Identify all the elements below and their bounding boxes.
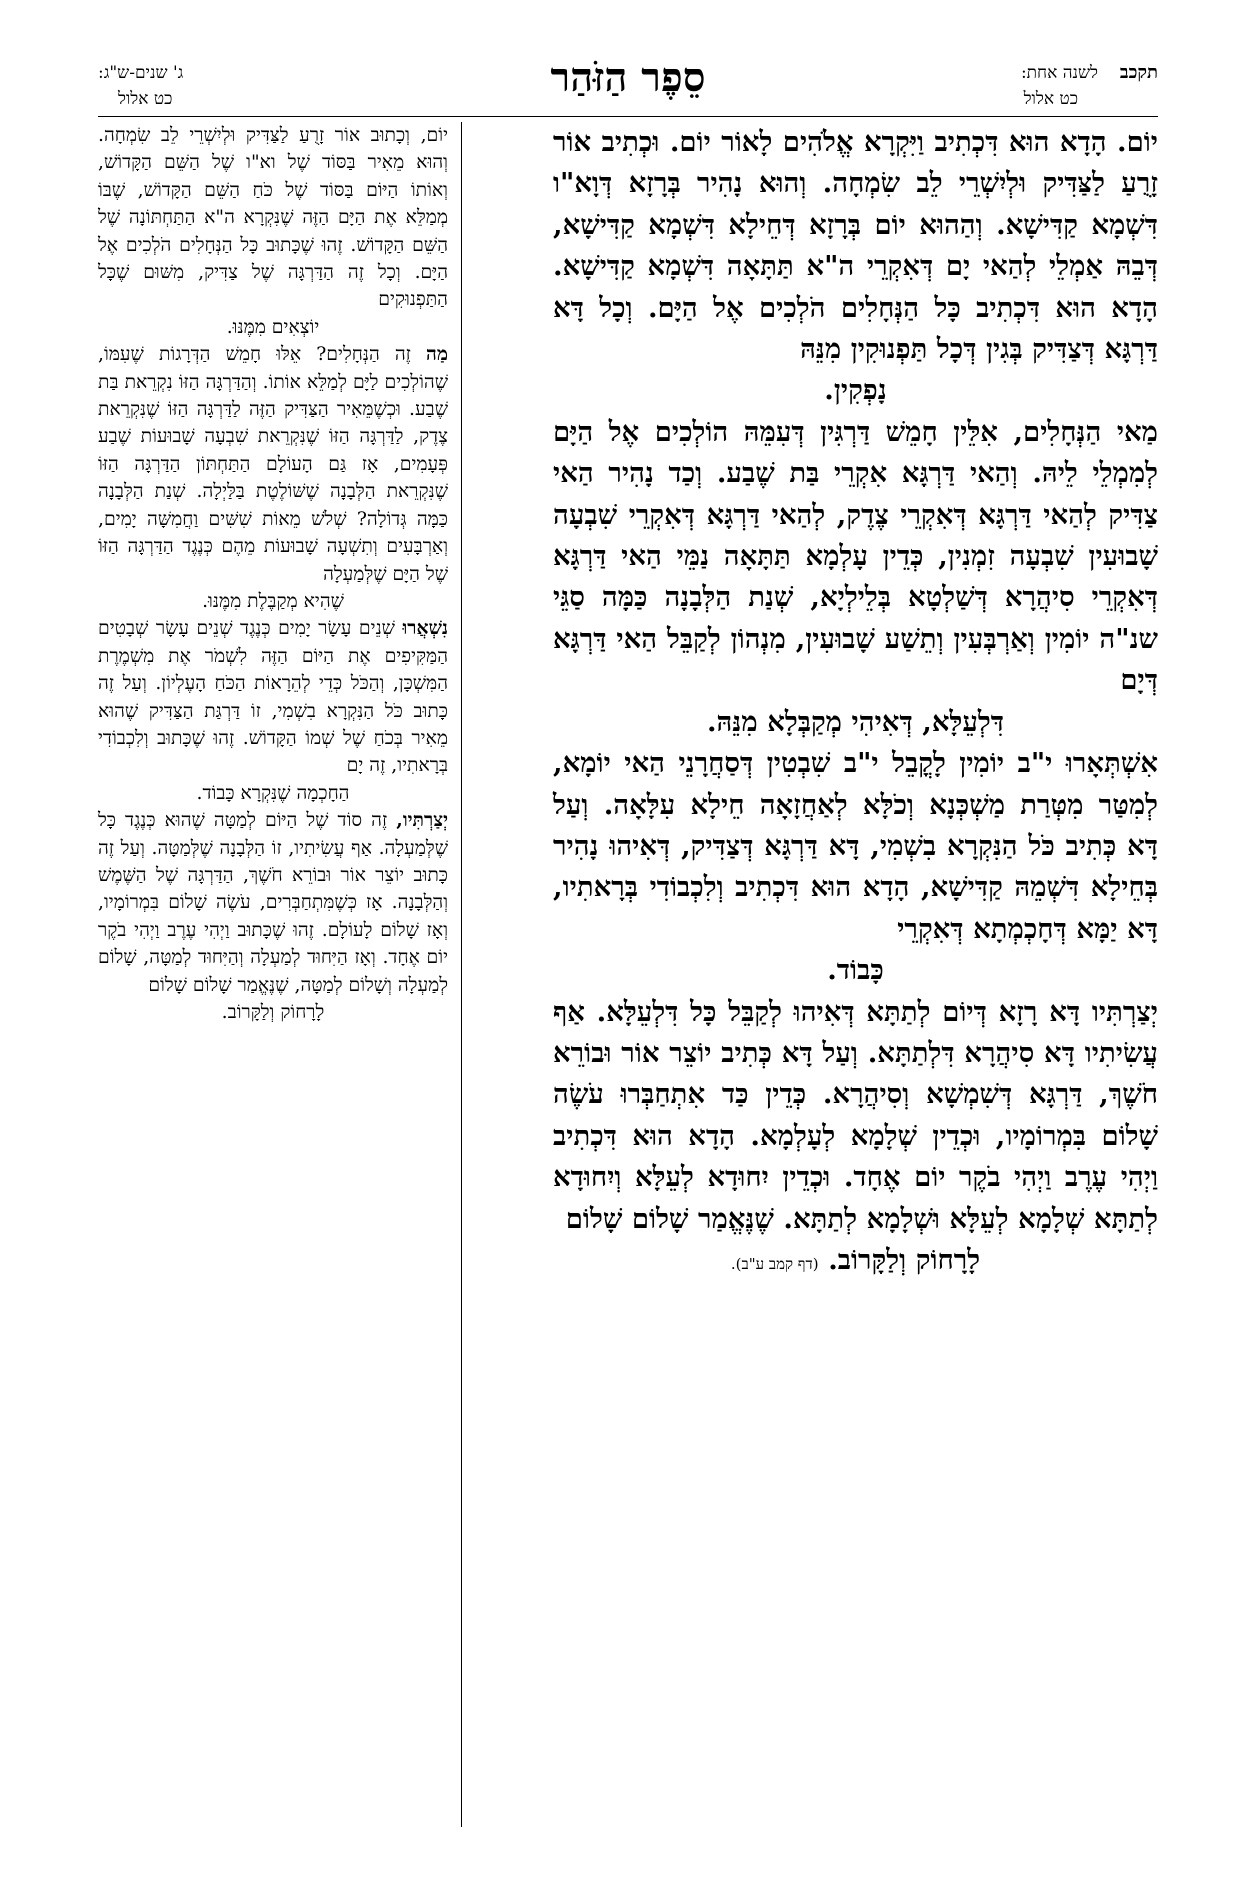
side-paragraph-3-end: הַחָכְמָה שֶׁנִּקְרָא כָּבוֹד. — [196, 782, 350, 804]
main-paragraph-4-end-text: לָרָחוֹק וְלַקָּרוֹב. — [828, 1243, 981, 1276]
main-paragraph-3-lead: אִשְׁתְּאָרוּ — [1065, 747, 1158, 780]
side-paragraph-2-lead: מַה — [426, 343, 448, 366]
book-title: סֵפֶר הַזֹּהַר — [550, 54, 706, 101]
main-paragraph-4-end — [553, 1240, 1158, 1285]
side-paragraph-1-end: יוֹצְאִים מִמֶּנּוּ. — [226, 316, 320, 338]
side-paragraph-3-text: שְׁנֵים עָשָׂר יָמִים כְּנֶגֶד שְׁנֵים עָשָׂר שְׁבָטִים הַמַּקִּיפִים אֶת הַיּוֹם הַזֶּה לִשְׁמֹר אֶת מִשְׁמֶרֶת הַמִּשְׁכָּן, וְהַכֹּל כְּדֵי לְהֵרָאוֹת הַכֹּחַ הָעֶלְיוֹן. וְעַל זֶה כָּתוּב כֹּל הַנִּקְרָא בִשְׁמִי, זוֹ דַּרְגַּת הַצַּדִּיק שֶׁהוּא מֵאִיר בְּכֹחַ שֶׁל שְׁמוֹ הַקָּדוֹשׁ. זֶהוּ שֶׁכָּתוּב וְלִכְבוֹדִי בְּרָאתִיו, זֶה יָם — [98, 618, 448, 777]
aramaic-text-column — [553, 122, 1158, 1285]
main-paragraph-2 — [553, 412, 1158, 702]
main-paragraph-1 — [553, 122, 1158, 370]
years-label: ג' שנים-ש"ג: — [98, 63, 184, 83]
main-paragraph-4 — [553, 992, 1158, 1240]
side-paragraph-1 — [98, 122, 448, 314]
side-paragraph-2 — [98, 341, 448, 588]
side-paragraph-4-lead: יְצַרְתִּיו, — [396, 809, 448, 832]
side-paragraph-2-end: שֶׁהִיא מְקַבֶּלֶת מִמֶּנּוּ. — [202, 590, 344, 612]
date-right: כט אלול — [1023, 89, 1078, 109]
page-number: תקכב — [1119, 62, 1158, 83]
header-divider — [98, 116, 1158, 117]
page-header — [98, 52, 1158, 114]
side-paragraph-2-text: זֶה הַנְּחָלִים? אֵלּוּ חָמֵשׁ הַדְּרָגוֹת שֶׁעִמּוֹ, שֶׁהוֹלְכִים לַיָּם לְמַלֵּא אוֹתוֹ. וְהַדַּרְגָּה הַזּוֹ נִקְרֵאת בַּת שֶׁבַע. וּכְשֶׁמֵּאִיר הַצַּדִּיק הַזֶּה לַדַּרְגָּה הַזּוֹ שֶׁנִּקְרֵאת צֶדֶק, לַדַּרְגָּה הַזּוֹ שֶׁנִּקְרֵאת שִׁבְעָה שָׁבוּעוֹת שֶׁבַע פְּעָמִים, אָז גַּם הָעוֹלָם הַתַּחְתּוֹן הַדַּרְגָּה הַזּוֹ שֶׁנִּקְרֵאת הַלְּבָנָה שֶׁשּׁוֹלֶטֶת בַּלַּיְלָה. שְׁנַת הַלְּבָנָה כַּמָּה גְּדוֹלָה? שְׁלֹשׁ מֵאוֹת שִׁשִּׁים וַחֲמִשָּׁה יָמִים, וְאַרְבָּעִים וְתִשְׁעָה שָׁבוּעוֹת מֵהֶם כְּנֶגֶד הַדַּרְגָּה הַזּוֹ שֶׁל הַיָּם שֶׁלְּמַעְלָה — [98, 344, 448, 585]
main-paragraph-4-text: דָּא רָזָא דְּיוֹם לְתַתָּא דְּאִיהוּ לְקַבֵּל כָּל דִּלְעֵלָּא. אַף עֲשִׂיתִיו דָּא סִיהֲרָא דִּלְתַתָּא. וְעַל דָּא כְּתִיב יוֹצֵר אוֹר וּבוֹרֵא חֹשֶׁךְ, דַּרְגָּא דְּשִׁמְשָׁא וְסִיהֲרָא. כְּדֵין כַּד אִתְחַבְּרוּ עֹשֶׂה שָׁלוֹם בִּמְרוֹמָיו, וּכְדֵין שְׁלָמָא לְעָלְמָא. הָדָא הוּא דִּכְתִיב וַיְהִי עֶרֶב וַיְהִי בֹקֶר יוֹם אֶחָד. וּכְדֵין יִחוּדָא לְעֵלָּא וְיִחוּדָא לְתַתָּא שְׁלָמָא לְעֵלָּא וּשְׁלָמָא לְתַתָּא. שֶׁנֶּאֱמַר שָׁלוֹם שָׁלוֹם — [553, 995, 1158, 1235]
side-paragraph-1-text: יוֹם, וְכָתוּב אוֹר זָרֻעַ לַצַּדִּיק וּלְיִשְׁרֵי לֵב שִׂמְחָה. וְהוּא מֵאִיר בַּסּוֹד שֶׁל וא"ו שֶׁל הַשֵּׁם הַקָּדוֹשׁ, וְאוֹתוֹ הַיּוֹם בַּסּוֹד שֶׁל כֹּחַ הַשֵּׁם הַקָּדוֹשׁ, שֶׁבּוֹ מְמַלֵּא אֶת הַיָּם הַזֶּה שֶׁנִּקְרָא ה"א הַתַּחְתּוֹנָה שֶׁל הַשֵּׁם הַקָּדוֹשׁ. זֶהוּ שֶׁכָּתוּב כָּל הַנְּחָלִים הֹלְכִים אֶל הַיָּם. וְכָל זֶה הַדַּרְגָּה שֶׁל צַדִּיק, מִשּׁוּם שֶׁכָּל הַתַּפְנוּקִים — [98, 125, 448, 311]
main-paragraph-3-text: י"ב יוֹמִין לָקֳבֵל י"ב שִׁבְטִין דְּסַחֲרָנֵי הַאי יוֹמָא, לְמִטַּר מִטְּרַת מַשְׁכְּנָא וְכֹלָּא לְאַחֲזָאָה חֵילָא עִלָּאָה. וְעַל דָּא כְּתִיב כֹּל הַנִּקְרָא בִשְׁמִי, דָּא דַּרְגָּא דְּצַדִּיק, דְּאִיהוּ נָהִיר בְּחֵילָא דִּשְׁמֵהּ קַדִּישָׁא, הָדָא הוּא דִּכְתִיב וְלִכְבוֹדִי בְּרָאתִיו, דָּא יַמָּא דְּחָכְמְתָא דְּאִקְרֵי — [553, 747, 1158, 945]
side-paragraph-4-end: לָרָחוֹק וְלַקָּרוֹב. — [221, 1002, 325, 1023]
hebrew-translation-column — [98, 122, 448, 1026]
year-label: לשנה אחת: — [1020, 63, 1098, 83]
main-paragraph-2-text: אִלֵּין חָמֵשׁ דַּרְגִּין דְּעִמֵּהּ הוֹלְכִים אֶל הַיָּם לְמִמְלֵי לֵיהּ. וְהַאי דַּרְגָּא אִקְרֵי בַּת שֶׁבַע. וְכַד נָהִיר הַאי צַדִּיק לְהַאי דַּרְגָּא דְּאִקְרֵי צֶדֶק, לְהַאי דַּרְגָּא דְּאִקְרֵי שִׁבְעָה שָׁבוּעִין שִׁבְעָה זִמְנִין, כְּדֵין עָלְמָא תַּתָּאָה נַמֵּי הַאי דַּרְגָּא דְּאִקְרֵי סִיהֲרָא דְּשַׁלְטָא בְּלֵילְיָא, שְׁנַת הַלְּבָנָה כַּמָּה סַגֵּי שנ"ה יוֹמִין וְאַרְבְּעִין וְתֵשַׁע שָׁבוּעִין, מִנְהוֹן לְקַבֵּל הַאי דַּרְגָּא דְּיָם — [553, 415, 1158, 697]
main-paragraph-2-lead: מַאי הַנְּחָלִים, — [1013, 415, 1158, 448]
page-reference: (דף קמב ע"ב). — [730, 1254, 819, 1273]
column-divider — [461, 122, 462, 1827]
side-paragraph-3-lead: נִשְׁאֲרוּ — [402, 617, 448, 640]
side-paragraph-4-text: זֶה סוֹד שֶׁל הַיּוֹם לְמַטָּה שֶׁהוּא כְּנֶגֶד כָּל שֶׁלְּמַעְלָה. אַף עֲשִׂיתִיו, זוֹ הַלְּבָנָה שֶׁלְּמַטָּה. וְעַל זֶה כָּתוּב יוֹצֵר אוֹר וּבוֹרֵא חֹשֶׁךְ, הַדַּרְגָּה שֶׁל הַשֶּׁמֶשׁ וְהַלְּבָנָה. אָז כְּשֶׁמִּתְחַבְּרִים, עֹשֶׂה שָׁלוֹם בִּמְרוֹמָיו, וְאָז שָׁלוֹם לָעוֹלָם. זֶהוּ שֶׁכָּתוּב וַיְהִי עֶרֶב וַיְהִי בֹקֶר יוֹם אֶחָד. וְאָז הַיִּחוּד לְמַעְלָה וְהַיִּחוּד לְמַטָּה, שָׁלוֹם לְמַעְלָה וְשָׁלוֹם לְמַטָּה, שֶׁנֶּאֱמַר שָׁלוֹם שָׁלוֹם — [98, 810, 448, 996]
main-paragraph-1-text: יוֹם. הָדָא הוּא דִּכְתִיב וַיִּקְרָא אֱלֹהִים לָאוֹר יוֹם. וּכְתִיב אוֹר זָרֻעַ לַצַּדִּיק וּלְיִשְׁרֵי לֵב שִׂמְחָה. וְהוּא נָהִיר בְּרָזָא דְּוָא"ו דִּשְׁמָא קַדִּישָׁא. וְהַהוּא יוֹם בְּרָזָא דְּחֵילָא דִּשְׁמָא קַדִּישָׁא, דְּבֵהּ אַמְלֵי לְהַאי יָם דְּאִקְרֵי ה"א תַּתָּאָה דִּשְׁמָא קַדִּישָׁא. הָדָא הוּא דִּכְתִיב כָּל הַנְּחָלִים הֹלְכִים אֶל הַיָּם. וְכָל דָּא דַּרְגָּא דְּצַדִּיק בְּגִין דְּכָל תַּפְנוּקִין מִנֵּהּ — [553, 126, 1158, 366]
main-paragraph-3 — [553, 743, 1158, 950]
main-paragraph-4-lead: יְצַרְתִּיו — [1091, 995, 1159, 1028]
side-paragraph-4 — [98, 807, 448, 999]
main-paragraph-3-end: כָּבוֹד. — [827, 954, 884, 987]
main-paragraph-2-end: דִּלְעֵלָּא, דְּאִיהִי מְקַבְּלָא מִנֵּהּ. — [706, 705, 1005, 738]
date-left: כט אלול — [118, 89, 173, 109]
side-paragraph-3 — [98, 615, 448, 779]
main-paragraph-1-end: נָפְקִין. — [824, 374, 887, 407]
